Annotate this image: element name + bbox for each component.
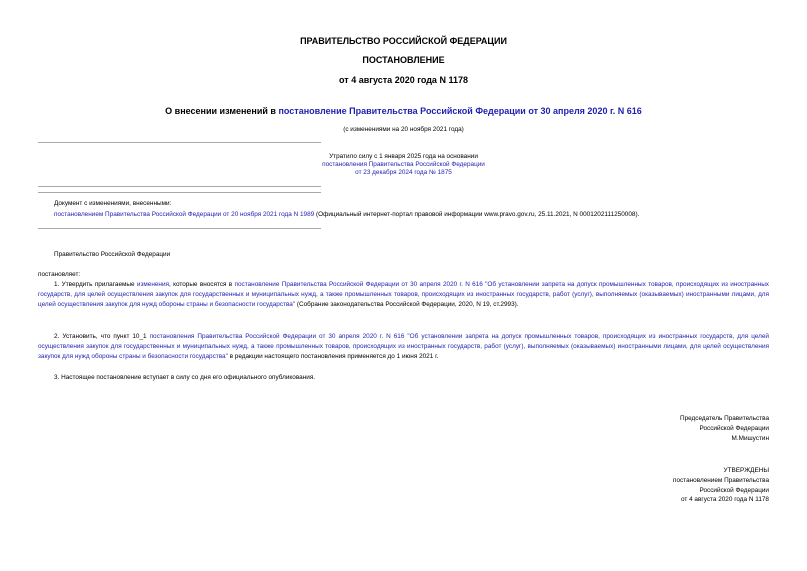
doc-title: [0, 106, 807, 116]
status-link-decree[interactable]: постановления Правительства Российской Федерации: [322, 161, 485, 169]
p1-text: , которые вносятся в: [168, 281, 235, 288]
amended-by-line: [54, 211, 794, 219]
approved-line: от 4 августа 2020 года N 1178: [680, 496, 769, 504]
p2-text: 2. Установить, что пункт 10_1: [54, 333, 150, 340]
approved-heading: УТВЕРЖДЕНЫ: [723, 467, 769, 474]
amended-by-source: (Официальный интернет-портал правовой информации www.pravo.gov.ru, 25.11.2021, N 0001202111250008).: [314, 211, 640, 218]
signature-position: Председатель Правительства: [680, 415, 769, 422]
org-title: ПРАВИТЕЛЬСТВО РОССИЙСКОЙ ФЕДЕРАЦИИ: [300, 36, 507, 46]
decides-label: постановляет:: [38, 271, 81, 278]
p1-link-changes[interactable]: изменения: [136, 281, 169, 288]
paragraph-3: 3. Настоящее постановление вступает в силу со дня его официального опубликования.: [54, 374, 316, 381]
p2-link-decree[interactable]: постановления Правительства Российской Федерации от 30 апреля 2020 г. N 616 "Об установлении запрета на допуск промышленных товаров, происходящих из иностранных государств, для целей осуществления закупок для государственных и муниципальных нужд, а также промышленных товаров, происходящих из иностранных государств, работ (услуг), выполняемых (оказываемых) иностранными лицами, для целей осуществления закупок для нужд обороны страны и безопасности государства": [38, 333, 769, 360]
divider: [38, 192, 321, 193]
approved-block: [469, 466, 769, 505]
government-label: Правительство Российской Федерации: [54, 251, 171, 258]
signature-name: М.Мишустин: [731, 434, 769, 442]
divider: [38, 228, 321, 229]
divider: [38, 142, 321, 143]
amended-by-label: Документ с изменениями, внесенными:: [54, 200, 172, 207]
signature-position: Российской Федерации: [699, 424, 769, 432]
signature-block: [469, 414, 769, 443]
paragraph-2: [38, 332, 769, 361]
status-block: [0, 153, 807, 178]
doc-type: ПОСТАНОВЛЕНИЕ: [362, 55, 445, 65]
p1-text: 1. Утвердить прилагаемые: [54, 281, 137, 288]
status-link-date[interactable]: от 23 декабря 2024 года № 1875: [355, 169, 452, 177]
p1-link-decree[interactable]: постановление Правительства Российской Федерации от 30 апреля 2020 г. N 616 "Об установлении запрета на допуск промышленных товаров, происходящих из иностранных государств, для целей осуществления закупок для государственных и муниципальных нужд, а также промышленных товаров, происходящих из иностранных государств, работ (услуг), выполняемых (оказываемых) иностранными лицами, для целей осуществления закупок для нужд обороны страны и безопасности государства": [38, 281, 769, 308]
divider: [38, 186, 321, 187]
doc-title-link[interactable]: постановление Правительства Российской Федерации от 30 апреля 2020 г. N 616: [278, 106, 642, 116]
paragraph-1: [38, 280, 769, 309]
doc-date-number: от 4 августа 2020 года N 1178: [339, 75, 468, 85]
amended-by-link[interactable]: постановлением Правительства Российской Федерации от 20 ноября 2021 года N 1989: [54, 211, 315, 218]
p2-text: в редакции настоящего постановления применяется до 1 июня 2021 г.: [227, 352, 439, 360]
status-line: Утратило силу с 1 января 2025 года на основании: [329, 153, 478, 160]
approved-line: постановлением Правительства: [673, 476, 769, 484]
approved-line: Российской Федерации: [699, 486, 769, 494]
doc-title-prefix: О внесении изменений в: [165, 106, 279, 116]
p1-source: (Собрание законодательства Российской Федерации, 2020, N 19, ст.2993).: [295, 300, 519, 308]
edition-note: (с изменениями на 20 ноября 2021 года): [343, 126, 464, 133]
